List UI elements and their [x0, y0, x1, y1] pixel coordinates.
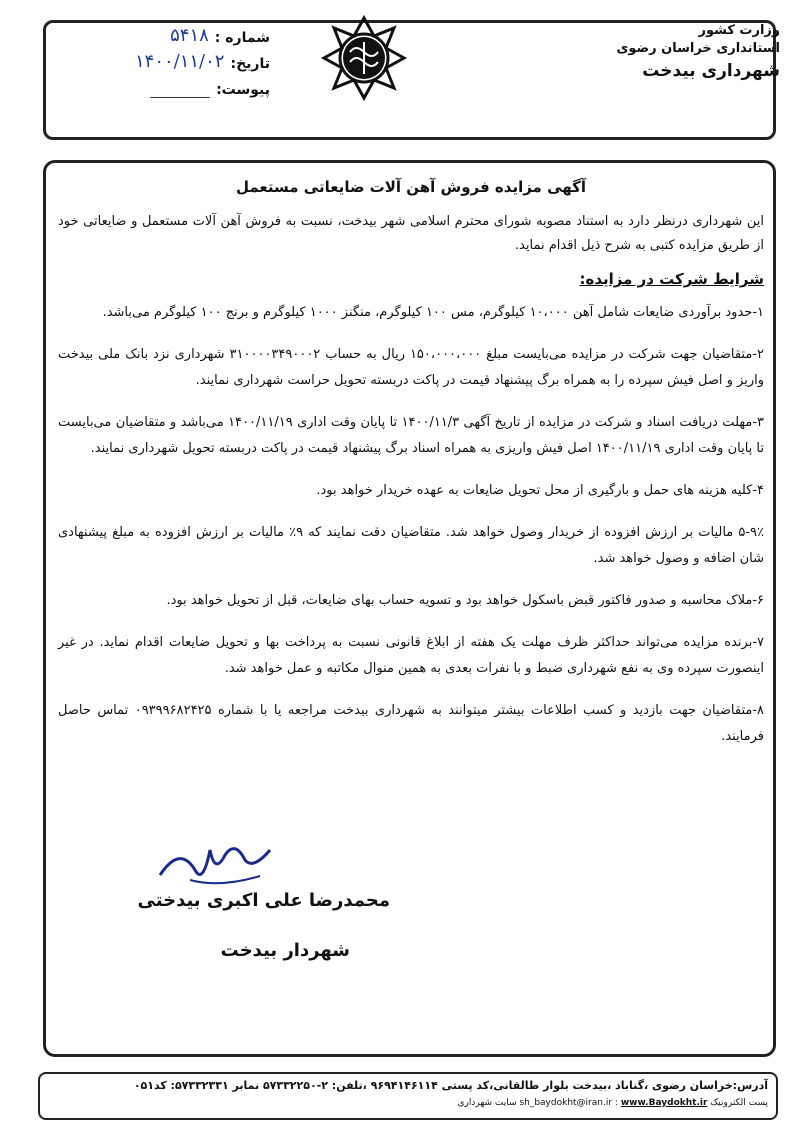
condition-clause: ۷-برنده مزایده می‌تواند حداکثر ظرف مهلت یک هفته از ابلاغ قانونی نسبت به پرداخت بها و تحویل ضایعات اقدام نماید. در غیر اینصورت سپرده وی به نفع شهرداری ضبط و با نفرات بعدی به همین منوال مکاتبه و عمل خواهد شد. — [58, 635, 764, 676]
number-value: ۵۴۱۸ — [170, 25, 209, 46]
conditions-heading: شرایط شرکت در مزایده: — [579, 270, 764, 288]
signature-block — [70, 830, 390, 980]
letter-date-row — [70, 46, 270, 72]
notice-title: آگهی مزایده فروش آهن آلات ضایعاتی مستعمل — [235, 178, 587, 196]
municipality-name: شهرداری بیدخت — [642, 61, 780, 81]
footer-website-label: سایت شهرداری — [457, 1098, 517, 1108]
footer-address: آدرس:خراسان رضوی ،گناباد ،بیدخت بلوار طالقانی،کد پستی ۹۶۹۴۱۴۶۱۱۴ ،تلفن: ۲-۵۷۳۳۲۲۵۰ نمابر ۵۷۳۳۲۳۳۱: کد۰۵۱ — [133, 1079, 768, 1092]
signer-name: محمدرضا علی اکبری بیدختی — [137, 890, 390, 911]
footer-email: پست الکترونیک sh_baydokht@iran.ir : — [519, 1098, 768, 1108]
letter-attachment-row — [70, 72, 270, 98]
footer-website-link[interactable]: www.Baydokht.ir — [620, 1098, 708, 1108]
date-value: ۱۴۰۰/۱۱/۰۲ — [134, 51, 225, 72]
attachment-label: پیوست: — [216, 82, 270, 98]
ministry-name: وزارت کشور — [698, 23, 780, 38]
attachment-blank-line — [150, 83, 210, 98]
condition-clause: ۵-۹٪ مالیات بر ارزش افزوده از خریدار وصول خواهد شد. متقاضیان دقت نمایند که ۹٪ مالیات بر ارزش افزوده به مبلغ پیشنهادی شان اضافه و وصول خواهد شد. — [58, 525, 764, 566]
notice-intro: این شهرداری درنظر دارد به استناد مصوبه شورای محترم اسلامی شهر بیدخت، نسبت به فروش آهن آلات مستعمل و ضایعاتی خود از طریق مزایده کتبی به شرح ذیل اقدام نماید. — [58, 214, 764, 253]
condition-clause: ۸-متقاضیان جهت بازدید و کسب اطلاعات بیشتر میتوانند به شهرداری بیدخت مراجعه یا با شماره ۰۹۳۹۹۶۸۲۴۲۵ تماس حاصل فرمایند. — [58, 703, 765, 744]
condition-clause: ۶-ملاک محاسبه و صدور فاکتور قبض باسکول خواهد بود و تسویه حساب بهای ضایعات، قبل از تحویل خواهد بود. — [166, 593, 764, 608]
condition-clause: ۱-حدود برآوردی ضایعات شامل آهن ۱۰،۰۰۰ کیلوگرم، مس ۱۰۰ کیلوگرم، منگنز ۱۰۰۰ کیلوگرم و برنج ۱۰۰ کیلوگرم می‌باشد. — [102, 305, 764, 320]
letter-meta — [70, 20, 270, 98]
condition-clause: ۳-مهلت دریافت اسناد و شرکت در مزایده از تاریخ آگهی ۱۴۰۰/۱۱/۳ تا پایان وقت اداری ۱۴۰۰/۱۱/۱۹ می‌باشد و متقاضیان می‌بایست تا پایان وقت اداری ۱۴۰۰/۱۱/۱۹ اصل فیش واریزی به همراه اسناد برگ پیشنهاد قیمت در پاکت دربسته تحویل شهرداری نمایند. — [58, 415, 765, 456]
footer-web-line — [48, 1095, 768, 1111]
signer-title: شهردار بیدخت — [220, 940, 350, 961]
handwritten-signature — [150, 830, 290, 890]
condition-clause: ۲-متقاضیان جهت شرکت در مزایده می‌بایست مبلغ ۱۵۰،۰۰۰،۰۰۰ ریال به حساب ۳۱۰۰۰۰۳۴۹۰۰۰۲ شهرداری نزد بانک ملی بیدخت واریز و اصل فیش سپرده را به همراه برگ پیشنهاد قیمت در پاکت دربسته تحویل حراست شهرداری نمایند. — [58, 347, 764, 388]
condition-clause: ۴-کلیه هزینه های حمل و بارگیری از محل تحویل ضایعات به عهده خریدار خواهد بود. — [316, 483, 764, 498]
date-label: تاریخ: — [230, 56, 270, 72]
footer-contact — [48, 1077, 768, 1111]
notice-content — [58, 178, 764, 766]
municipality-emblem-icon — [320, 14, 408, 102]
letter-number-row — [70, 20, 270, 46]
issuer-block — [560, 22, 780, 84]
governorate-name: استانداری خراسان رضوی — [616, 41, 780, 56]
number-label: شماره : — [214, 30, 270, 46]
